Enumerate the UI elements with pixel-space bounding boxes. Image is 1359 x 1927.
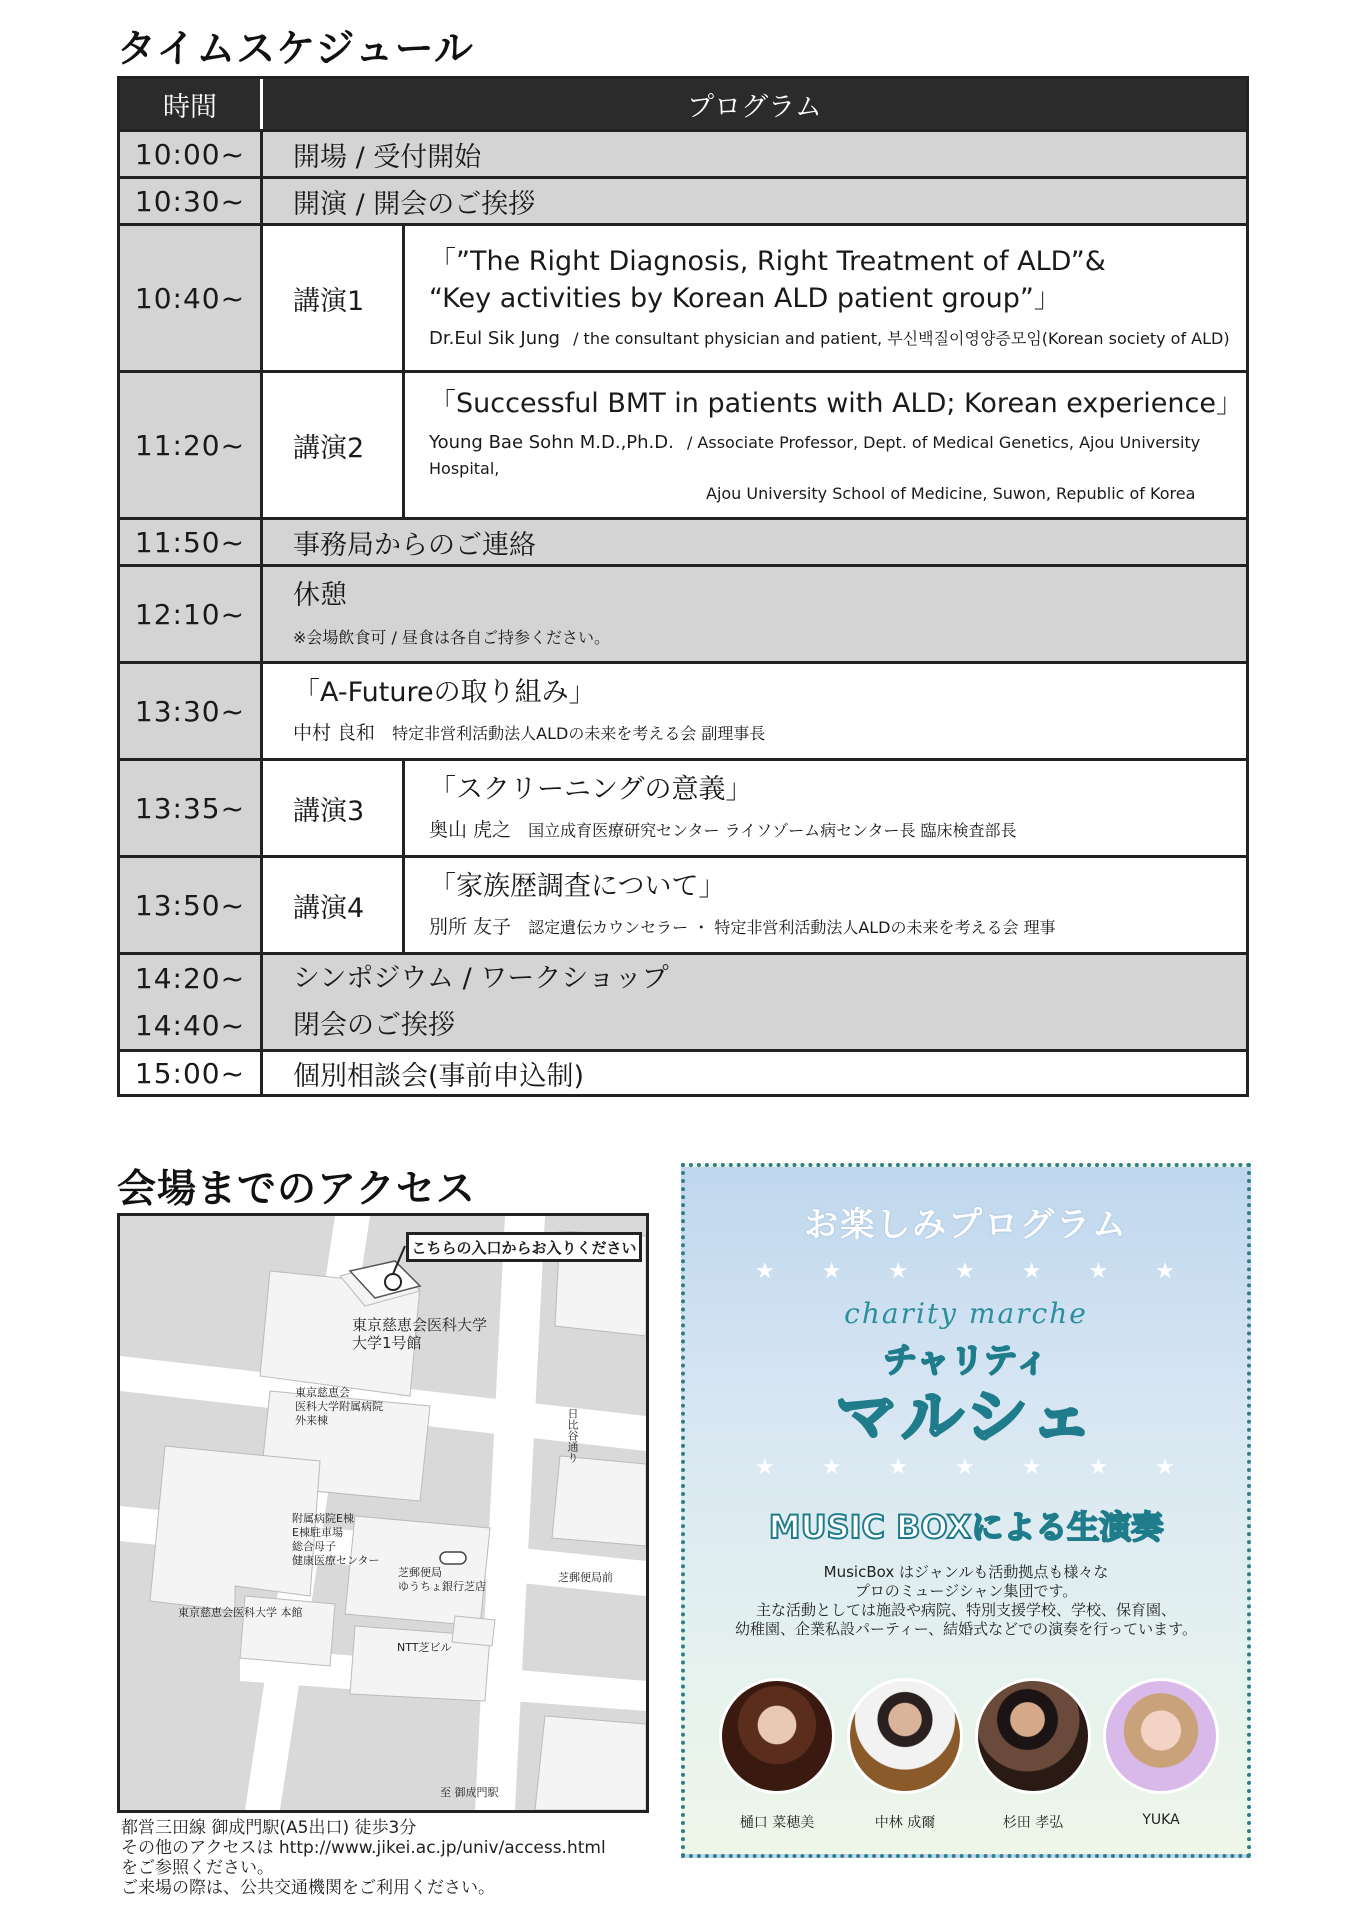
speaker-affiliation-cont: Ajou University School of Medicine, Suwon, Republic of Korea bbox=[706, 483, 1196, 503]
lecture-title: 「家族歴調査について」 bbox=[429, 871, 726, 902]
table-row bbox=[120, 223, 1246, 370]
map-label-post: 芝郵便局 ゆうちょ銀行芝店 bbox=[398, 1566, 486, 1593]
lecture-speaker-line bbox=[429, 430, 1236, 482]
table-row bbox=[120, 952, 1246, 1049]
map-label-hospital: 東京慈恵会 医科大学附属病院 外来棟 bbox=[295, 1386, 383, 1427]
lecture-label: 講演1 bbox=[263, 226, 405, 370]
table-row bbox=[120, 564, 1246, 661]
row-time: 10:40~ bbox=[120, 226, 263, 370]
member-name: YUKA bbox=[1142, 1812, 1180, 1828]
lecture-detail bbox=[405, 858, 1246, 952]
access-notes bbox=[121, 1818, 606, 1898]
speaker-name: 奥山 虎之 bbox=[429, 819, 512, 841]
map-label-ebldg: 附属病院E棟 E棟駐車場 総合母子 健康医療センター bbox=[292, 1512, 380, 1567]
map-label-hibiya: 日比谷通り bbox=[566, 1408, 579, 1463]
row-time: 14:40~ bbox=[134, 1009, 246, 1042]
lecture-speaker-line bbox=[429, 913, 1236, 942]
schedule-table bbox=[117, 76, 1249, 1097]
speaker-name: Young Bae Sohn M.D.,Ph.D. bbox=[429, 431, 674, 453]
table-row bbox=[120, 176, 1246, 223]
lecture-detail bbox=[405, 226, 1246, 370]
music-description bbox=[685, 1563, 1247, 1639]
logo-line1: チャリティ bbox=[883, 1341, 1049, 1381]
member-photo bbox=[847, 1678, 963, 1794]
speaker-affiliation: 認定遺伝カウンセラー ・ 特定非営利活動法人ALDの未来を考える会 理事 bbox=[528, 918, 1056, 937]
row-program: 休憩 bbox=[293, 579, 347, 611]
row-time: 13:35~ bbox=[120, 761, 263, 855]
table-row bbox=[120, 661, 1246, 758]
member-photo bbox=[975, 1678, 1091, 1794]
lecture-speaker-line bbox=[429, 816, 1236, 845]
row-detail bbox=[263, 664, 1246, 758]
table-row bbox=[120, 855, 1246, 952]
desc-line: MusicBox はジャンルも活動拠点も様々な bbox=[823, 1563, 1109, 1581]
row-program: シンポジウム / ワークショップ bbox=[293, 963, 669, 994]
row-program: 開演 / 開会のご挨拶 bbox=[293, 188, 536, 220]
map-label-post-front: 芝郵便局前 bbox=[558, 1571, 613, 1584]
access-note: ご来場の際は、公共交通機関をご利用ください。 bbox=[121, 1878, 495, 1898]
schedule-title: タイムスケジュール bbox=[117, 27, 474, 72]
map-label-bldg1: 東京慈恵会医科大学 大学1号館 bbox=[352, 1316, 488, 1352]
star-icon: ★ bbox=[888, 1259, 909, 1284]
star-icon: ★ bbox=[755, 1455, 775, 1480]
map-label-main: 東京慈恵会医科大学 本館 bbox=[178, 1606, 303, 1619]
member-photo bbox=[1103, 1678, 1219, 1794]
row-program: 閉会のご挨拶 bbox=[293, 1010, 455, 1041]
row-time: 15:00~ bbox=[120, 1052, 263, 1094]
member-name: 杉田 孝弘 bbox=[1002, 1815, 1064, 1831]
speaker-name: Dr.Eul Sik Jung bbox=[429, 328, 560, 349]
logo-line2: マルシェ bbox=[835, 1380, 1097, 1453]
access-note: その他のアクセスは http://www.jikei.ac.jp/univ/access.html bbox=[121, 1838, 606, 1858]
desc-line: 主な活動としては施設や病院、特別支援学校、学校、保育園、 bbox=[755, 1601, 1176, 1619]
table-row bbox=[120, 758, 1246, 855]
bus-stop-icon bbox=[440, 1552, 466, 1564]
lecture-title: 「”The Right Diagnosis, Right Treatment of ALD”& bbox=[429, 246, 1106, 277]
star-icon: ★ bbox=[1155, 1259, 1175, 1284]
access-map bbox=[117, 1213, 649, 1813]
row-time-pair bbox=[120, 955, 263, 1049]
lecture-title: 「Successful BMT in patients with ALD; Korean experience」 bbox=[429, 387, 1243, 419]
star-icon: ★ bbox=[1088, 1455, 1109, 1480]
row-time: 13:50~ bbox=[120, 858, 263, 952]
map-label-station: 至 御成門駅 bbox=[440, 1786, 499, 1799]
access-note: をご参照ください。 bbox=[121, 1858, 274, 1878]
lecture-label: 講演2 bbox=[263, 373, 405, 517]
table-row bbox=[120, 1049, 1246, 1094]
row-time: 12:10~ bbox=[120, 567, 263, 661]
stars-row bbox=[755, 1259, 1175, 1284]
member-photo bbox=[719, 1678, 835, 1794]
speaker-name: 中村 良和 bbox=[293, 722, 376, 744]
speaker-affiliation: / the consultant physician and patient, 부신백질이영양증모임(Korean society of ALD) bbox=[573, 329, 1230, 348]
row-title: 「A-Futureの取り組み」 bbox=[293, 677, 596, 708]
speaker-affiliation: / Associate Professor, Dept. of Medical Genetics, Ajou University Hospital, bbox=[429, 432, 1201, 478]
lecture-label: 講演3 bbox=[263, 761, 405, 855]
row-time: 11:50~ bbox=[120, 520, 263, 564]
member-names bbox=[719, 1812, 1219, 1832]
entrance-callout: こちらの入口からお入りください bbox=[406, 1232, 642, 1262]
header-time: 時間 bbox=[120, 79, 263, 129]
row-time: 10:30~ bbox=[120, 179, 263, 223]
bonus-title: お楽しみプログラム bbox=[804, 1205, 1128, 1245]
schedule-header bbox=[120, 79, 1246, 129]
lecture-label: 講演4 bbox=[263, 858, 405, 952]
star-icon: ★ bbox=[1088, 1259, 1109, 1284]
row-time: 14:20~ bbox=[134, 962, 246, 995]
lecture-speaker-line bbox=[429, 325, 1236, 353]
row-note: ※会場飲食可 / 昼食は各自ご持参ください。 bbox=[293, 627, 610, 647]
star-icon: ★ bbox=[955, 1455, 975, 1480]
row-time: 11:20~ bbox=[120, 373, 263, 517]
desc-line: プロのミュージシャン集団です。 bbox=[854, 1582, 1078, 1600]
lecture-title: “Key activities by Korean ALD patient group”」 bbox=[429, 283, 1061, 314]
speaker-name: 別所 友子 bbox=[429, 916, 512, 938]
map-label-ntt: NTT芝ビル bbox=[397, 1641, 452, 1654]
header-program: プログラム bbox=[687, 91, 822, 123]
row-program: 事務局からのご連絡 bbox=[293, 529, 536, 561]
lecture-title: 「スクリーニングの意義」 bbox=[429, 774, 753, 805]
member-name: 中林 成爾 bbox=[874, 1815, 936, 1831]
star-icon: ★ bbox=[888, 1455, 909, 1480]
bonus-panel bbox=[681, 1163, 1251, 1858]
speaker-affiliation: 国立成育医療研究センター ライソゾーム病センター長 臨床検査部長 bbox=[528, 821, 1017, 840]
lecture-detail bbox=[405, 761, 1246, 855]
member-name: 樋口 菜穂美 bbox=[739, 1815, 815, 1831]
row-detail bbox=[263, 567, 1246, 661]
row-time: 13:30~ bbox=[120, 664, 263, 758]
stars-row bbox=[755, 1455, 1175, 1480]
row-program: 開場 / 受付開始 bbox=[293, 141, 482, 173]
star-icon: ★ bbox=[755, 1259, 775, 1284]
lecture-detail bbox=[405, 373, 1246, 517]
desc-line: 幼稚園、企業私設パーティー、結婚式などでの演奏を行っています。 bbox=[734, 1620, 1197, 1638]
row-detail bbox=[263, 955, 1246, 1049]
speaker-affiliation: 特定非営利活動法人ALDの未来を考える会 副理事長 bbox=[392, 724, 766, 743]
music-heading: MUSIC BOXによる生演奏 bbox=[768, 1508, 1164, 1546]
star-icon: ★ bbox=[1155, 1455, 1175, 1480]
star-icon: ★ bbox=[1021, 1259, 1042, 1284]
logo-script: charity marche bbox=[844, 1297, 1088, 1330]
star-icon: ★ bbox=[1021, 1455, 1042, 1480]
member-photos bbox=[719, 1678, 1219, 1794]
access-title: 会場までのアクセス bbox=[117, 1167, 476, 1212]
row-time: 10:00~ bbox=[120, 132, 263, 176]
star-icon: ★ bbox=[955, 1259, 975, 1284]
row-speaker-line bbox=[293, 719, 1236, 748]
star-icon: ★ bbox=[821, 1455, 842, 1480]
table-row bbox=[120, 370, 1246, 517]
table-row bbox=[120, 129, 1246, 176]
table-row bbox=[120, 517, 1246, 564]
access-note: 都営三田線 御成門駅(A5出口) 徒歩3分 bbox=[121, 1818, 417, 1838]
star-icon: ★ bbox=[821, 1259, 842, 1284]
row-program: 個別相談会(事前申込制) bbox=[293, 1060, 585, 1092]
map-drawing bbox=[120, 1216, 646, 1810]
